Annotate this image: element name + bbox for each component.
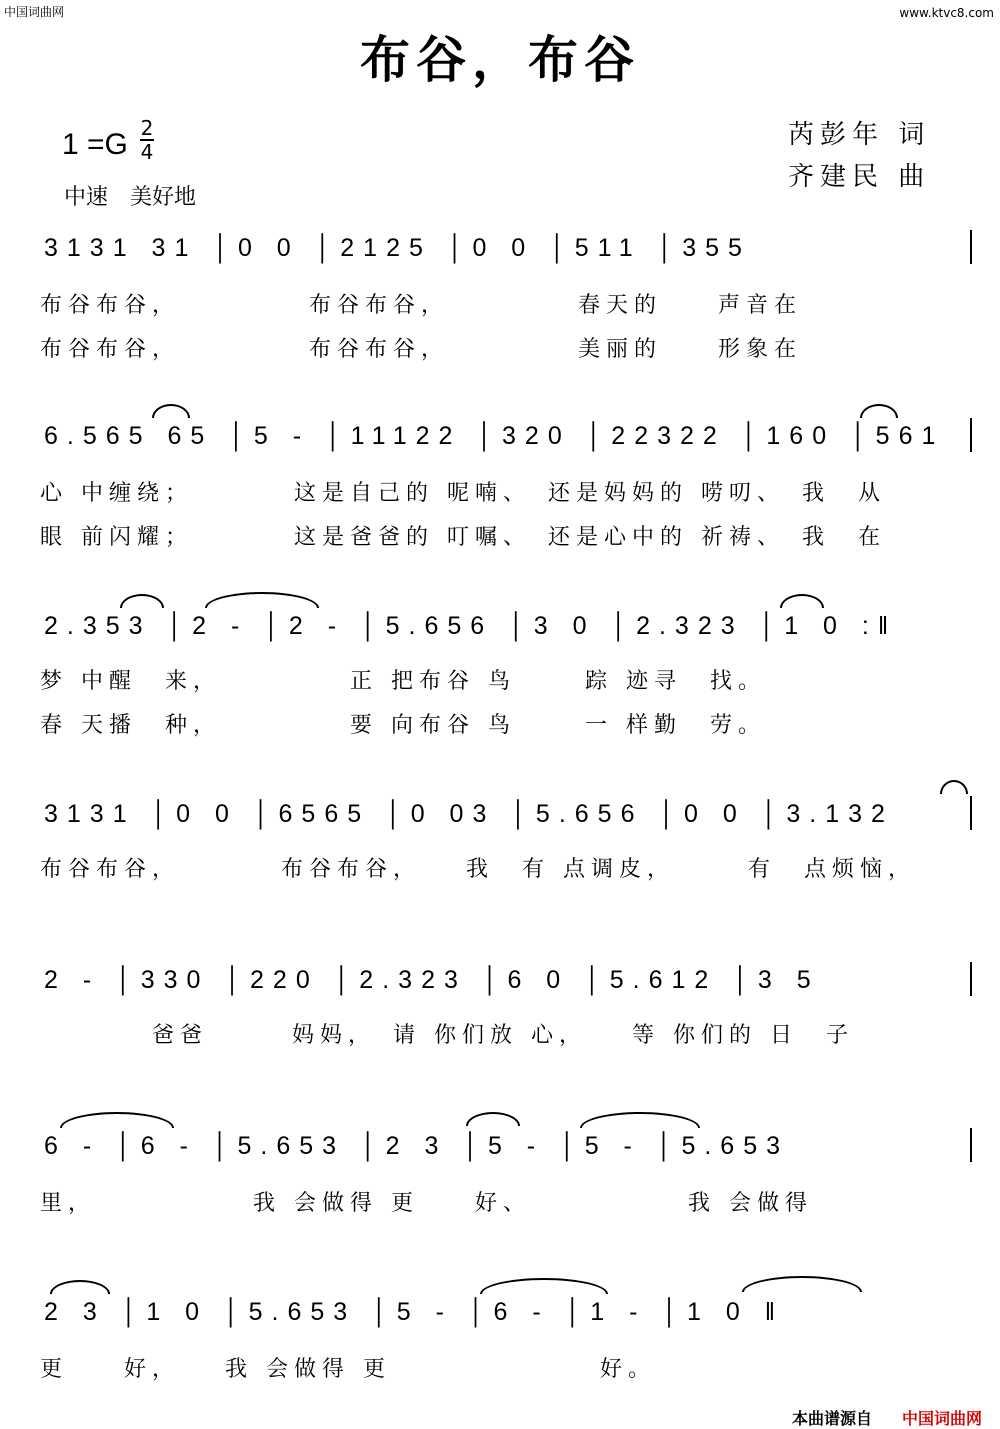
slur [480,1278,608,1294]
slur [50,1280,110,1294]
footer-source-label: 本曲谱源自 [792,1409,873,1428]
tempo-marking: 中速 美好地 [64,185,197,210]
tie [580,1112,700,1128]
notation-row-7: 2 3 │1 0 │5.653 │5 - │6 - │1 - │1 0 ‖ [44,1298,785,1326]
slur [940,780,968,794]
slur [152,404,190,418]
lyric-row-4: 布谷布谷， 布谷布谷， 我 有 点调皮， 有 点烦恼， [40,857,916,882]
barline [970,418,972,452]
slur [120,594,164,608]
tie [205,592,319,608]
notation-row-4: 3131 │0 0 │6565 │0 03 │5.656 │0 0 │3.132 [44,800,894,828]
watermark-right: www.ktvc8.com [899,6,994,20]
watermark-left: 中国词曲网 [4,5,65,19]
time-top: 2 [140,116,154,140]
lyric-row-7: 更 好， 我 会做得 更 好。 [40,1357,656,1382]
tie [60,1112,174,1128]
slur [860,404,898,418]
lyric-row-2-verse-2: 眼 前闪耀； 这是爸爸的 叮嘱、 还是心中的 祈祷、 我 在 [40,525,886,550]
notation-row-1: 3131 31 │0 0 │2125 │0 0 │511 │355 [44,234,751,262]
barline [970,962,972,996]
tie [742,1276,862,1292]
barline [970,1128,972,1162]
footer-site-link[interactable]: 中国词曲网 [902,1409,983,1428]
song-title: 布谷，布谷 [360,30,640,89]
notation-row-5: 2 - │330 │220 │2.323 │6 0 │5.612 │3 5 [44,966,820,994]
lyric-row-2-verse-1: 心 中缠绕； 这是自己的 呢喃、 还是妈妈的 唠叨、 我 从 [40,481,886,506]
composer: 齐建民 曲 [788,162,931,192]
notation-row-6: 6 - │6 - │5.653 │2 3 │5 - │5 - │5.653 [44,1132,789,1160]
lyric-row-5: 爸爸 妈妈， 请 你们放 心， 等 你们的 日 子 [40,1023,854,1048]
slur [466,1112,520,1126]
time-bottom: 4 [140,140,154,164]
notation-row-2: 6.565 65 │5 - │11122 │320 │22322 │160 │561 [44,422,945,450]
lyric-row-3-verse-2: 春 天播 种， 要 向布谷 鸟 一 样勤 劳。 [40,713,766,738]
slur [780,594,824,608]
barline [970,230,972,264]
notation-row-3: 2.353 │2 - │2 - │5.656 │3 0 │2.323 │1 0 :‖ [44,612,898,640]
lyric-row-1-verse-1: 布谷布谷， 布谷布谷， 春天的 声音在 [40,293,803,318]
lyricist: 芮彭年 词 [788,120,931,150]
lyric-row-3-verse-1: 梦 中醒 来， 正 把布谷 鸟 踪 迹寻 找。 [40,669,766,694]
key-signature: 1 =G [62,128,128,161]
lyric-row-6: 里， 我 会做得 更 好、 我 会做得 [40,1191,813,1216]
lyric-row-1-verse-2: 布谷布谷， 布谷布谷， 美丽的 形象在 [40,337,803,362]
time-signature [140,118,154,162]
barline [970,796,972,830]
